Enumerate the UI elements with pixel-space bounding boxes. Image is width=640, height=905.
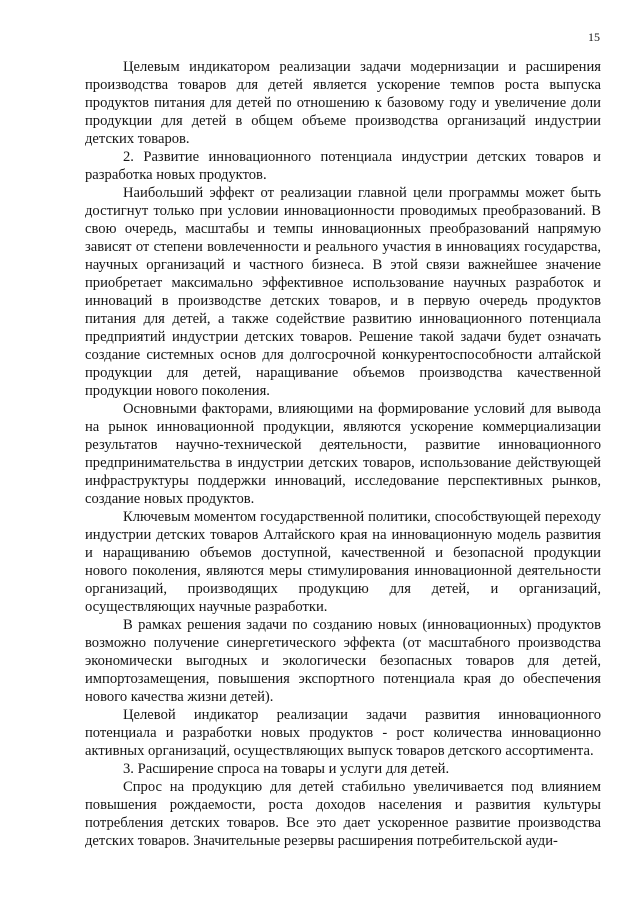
paragraph: В рамках решения задачи по созданию новых (инновационных) продуктов возможно получение синергетического эффекта (от масштабного производства экономически выгодных и экологически безопасных товаров для детей, импортозамещения, повышения экспортного потенциала края до обеспечения нового качества жизни детей). xyxy=(85,617,601,705)
paragraph: Целевой индикатор реализации задачи развития инновационного потенциала и разработки новых продуктов - рост количества инновационно активных организаций, осуществляющих выпуск товаров детского ассортимента. xyxy=(85,707,601,759)
paragraph: 2. Развитие инновационного потенциала индустрии детских товаров и разработка новых продуктов. xyxy=(85,149,601,183)
paragraph: Спрос на продукцию для детей стабильно увеличивается под влиянием повышения рождаемости, роста доходов населения и развития культуры потребления детских товаров. Все это дает ускоренное развитие производства детских товаров. Значительные резервы расширения потребительской ауди- xyxy=(85,779,601,849)
paragraph: Основными факторами, влияющими на формирование условий для вывода на рынок инновационной продукции, являются ускорение коммерциализации результатов научно-технической деятельности, развитие инновационного предпринимательства в индустрии детских товаров, использование действующей инфраструктуры поддержки инноваций, исследование перспективных рынков, создание новых продуктов. xyxy=(85,401,601,507)
paragraph: Ключевым моментом государственной политики, способствующей переходу индустрии детских товаров Алтайского края на инновационную модель развития и наращиванию объемов доступной, качественной и безопасной продукции нового поколения, являются меры стимулирования инновационной деятельности организаций, производящих продукцию для детей, и организаций, осуществляющих научные разработки. xyxy=(85,509,601,615)
paragraph: 3. Расширение спроса на товары и услуги для детей. xyxy=(123,761,450,777)
paragraph: Целевым индикатором реализации задачи модернизации и расширения производства товаров для детей является ускорение темпов роста выпуска продуктов питания для детей по отношению к базовому году и увеличение доли продукции для детей в общем объеме производства организаций индустрии детских товаров. xyxy=(85,59,601,147)
paragraph: Наибольший эффект от реализации главной цели программы может быть достигнут только при условии инновационности проводимых преобразований. В свою очередь, масштабы и темпы инновационных преобразований напрямую зависят от степени вовлеченности и реального участия в инновациях государства, научных организаций и частного бизнеса. В этой связи важнейшее значение приобретает максимально эффективное использование научных разработок и инноваций в производстве детских товаров, и в первую очередь продуктов питания для детей, а также содействие развитию инновационного потенциала предприятий индустрии детских товаров. Решение такой задачи будет означать создание системных основ для долгосрочной конкурентоспособности алтайской продукции для детей, наращивание объемов производства качественной продукции нового поколения. xyxy=(85,185,601,399)
page-number: 15 xyxy=(588,30,600,44)
document-body xyxy=(85,58,601,850)
